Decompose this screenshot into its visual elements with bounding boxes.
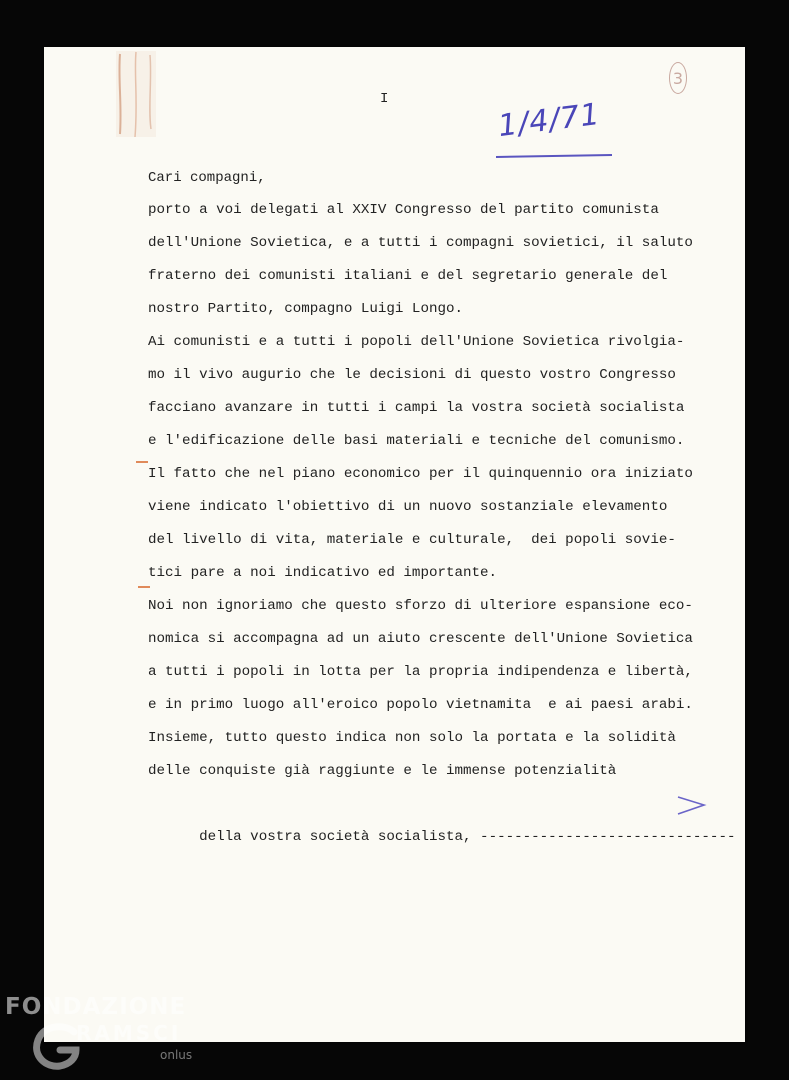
text-line: Il fatto che nel piano economico per il quinquennio ora iniziato bbox=[148, 466, 693, 482]
orange-margin-mark bbox=[136, 461, 148, 463]
text-line: Ai comunisti e a tutti i popoli dell'Unione Sovietica rivolgia- bbox=[148, 334, 685, 350]
text-line: porto a voi delegati al XXIV Congresso del partito comunista bbox=[148, 202, 659, 218]
text-line: tici pare a noi indicativo ed importante. bbox=[148, 565, 498, 581]
text-line: del livello di vita, materiale e culturale, dei popoli sovie- bbox=[148, 532, 676, 548]
text-line: e l'edificazione delle basi materiali e tecniche del comunismo. bbox=[148, 433, 685, 449]
document-page bbox=[44, 47, 745, 1042]
text-line: delle conquiste già raggiunte e le immense potenzialità bbox=[148, 763, 617, 779]
orange-margin-mark bbox=[138, 586, 150, 588]
handwritten-arrow-icon bbox=[674, 795, 708, 815]
letter-body bbox=[148, 194, 736, 845]
text-line: e in primo luogo all'eroico popolo vietnamita e ai paesi arabi. bbox=[148, 697, 693, 713]
text-line: della vostra società socialista, ------------------------------ bbox=[199, 829, 736, 845]
text-line: nomica si accompagna ad un aiuto crescente dell'Unione Sovietica bbox=[148, 631, 693, 647]
text-line: facciano avanzare in tutti i campi la vostra società socialista bbox=[148, 400, 685, 416]
salutation: Cari compagni, bbox=[148, 170, 266, 186]
text-line-with-arrow bbox=[148, 788, 736, 845]
page-circle-mark: 3 bbox=[669, 62, 687, 94]
handwritten-date: 1/4/71 bbox=[496, 96, 603, 145]
text-line: viene indicato l'obiettivo di un nuovo sostanziale elevamento bbox=[148, 499, 668, 515]
text-line: nostro Partito, compagno Luigi Longo. bbox=[148, 301, 464, 317]
text-line: fraterno dei comunisti italiani e del segretario generale del bbox=[148, 268, 668, 284]
date-underline bbox=[496, 154, 612, 158]
tape-residue-mark bbox=[114, 49, 158, 139]
page-number: I bbox=[380, 91, 389, 107]
text-line: a tutti i popoli in lotta per la propria indipendenza e libertà, bbox=[148, 664, 693, 680]
watermark-logo bbox=[2, 990, 202, 1075]
watermark-line2: RAMSCI bbox=[76, 1021, 182, 1045]
text-line: dell'Unione Sovietica, e a tutti i compagni sovietici, il saluto bbox=[148, 235, 693, 251]
text-line: mo il vivo augurio che le decisioni di questo vostro Congresso bbox=[148, 367, 676, 383]
watermark-line1: FONDAZIONE bbox=[5, 994, 187, 1020]
text-line: Insieme, tutto questo indica non solo la portata e la solidità bbox=[148, 730, 676, 746]
text-line: Noi non ignoriamo che questo sforzo di ulteriore espansione eco- bbox=[148, 598, 693, 614]
watermark-suffix: onlus bbox=[160, 1048, 193, 1062]
